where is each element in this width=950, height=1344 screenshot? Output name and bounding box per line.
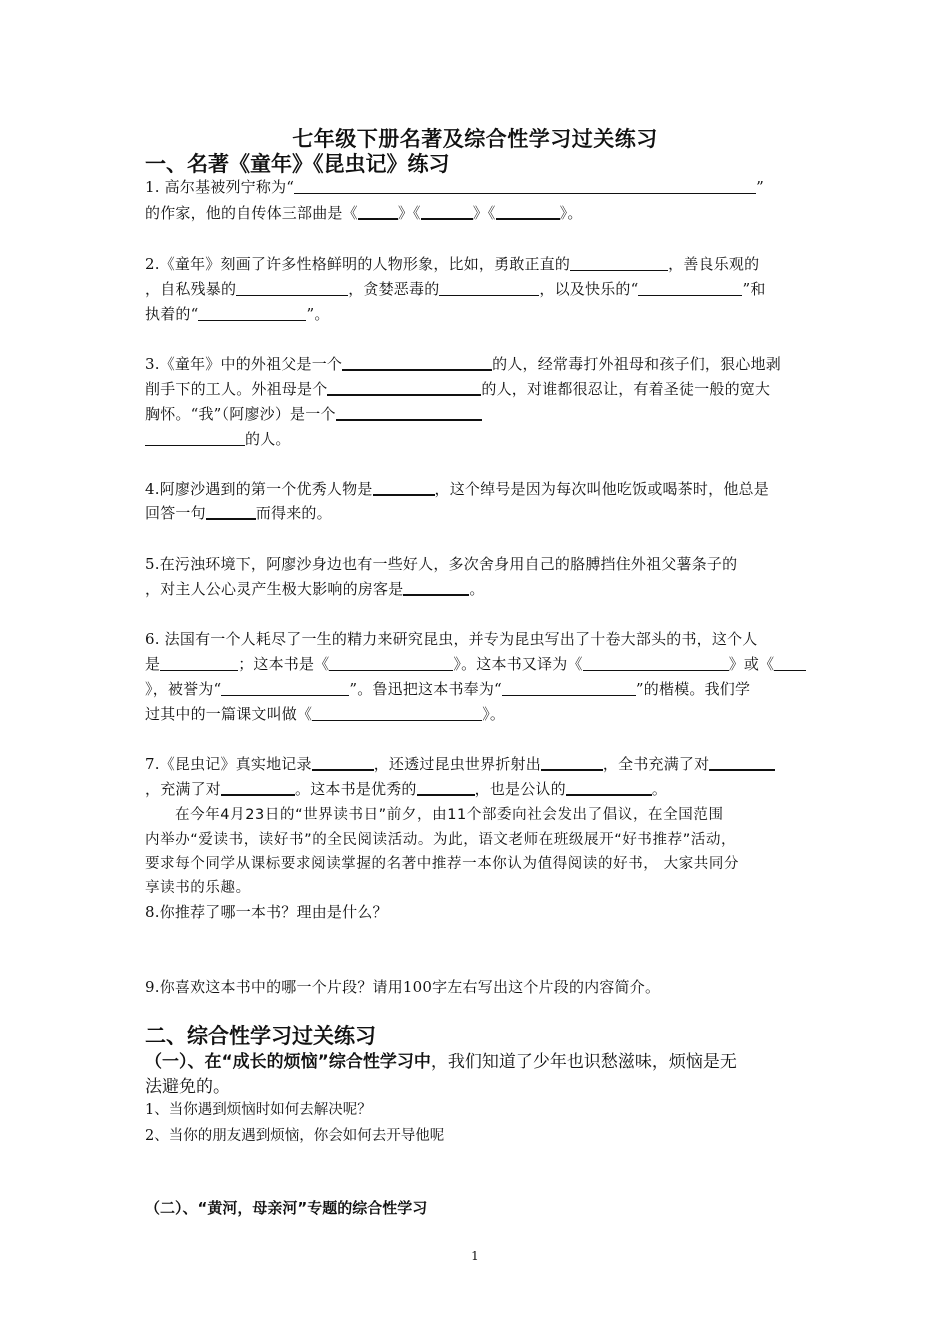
- q3-text-f: 的人。: [245, 430, 291, 448]
- section-heading-1: 一、名著《童年》《昆虫记》练习: [145, 152, 450, 176]
- q7-text-b: ，还透过昆虫世界折射出: [373, 755, 541, 773]
- page-number: 1: [471, 1249, 479, 1263]
- question-2-line-3: [145, 303, 330, 324]
- q3-text-c: 削手下的工人。外祖母是个: [145, 380, 328, 398]
- q3-text-e: 胸怀。“我”（阿廖沙）是一个: [145, 405, 336, 423]
- q6-blank-5[interactable]: [221, 681, 349, 696]
- passage-line-1: 在今年4月23日的“世界读书日”前夕，由11个部委向社会发出了倡议，在全国范围: [175, 807, 724, 823]
- question-5-line-2: [145, 578, 485, 599]
- q6-text-c: 》。这本书又译为《: [453, 655, 583, 673]
- q1-blank-2[interactable]: [358, 204, 398, 220]
- passage-line-2: 内举办“爱读书，读好书”的全民阅读活动。为此，语文老师在班级展开“好书推荐”活动，: [145, 832, 737, 848]
- question-7-line-1: [145, 753, 775, 774]
- q3-blank-1[interactable]: [342, 355, 492, 371]
- q7-text-a: 7.《昆虫记》真实地记录: [145, 755, 312, 773]
- q6-blank-1[interactable]: [160, 656, 238, 671]
- q6-blank-4[interactable]: [774, 656, 806, 671]
- part-2-heading: （二）、“黄河，母亲河”专题的综合性学习: [145, 1199, 428, 1217]
- question-4-line-1: [145, 478, 769, 499]
- part-1-item-2: 2、当你的朋友遇到烦恼，你会如何去开导他呢: [145, 1128, 445, 1144]
- question-7-line-2: [145, 778, 667, 799]
- q2-text-a: 2.《童年》刻画了许多性格鲜明的人物形象，比如，勇敢正直的: [145, 255, 571, 273]
- q4-blank-1[interactable]: [373, 480, 435, 496]
- q3-blank-3[interactable]: [336, 405, 482, 421]
- part-1-text: ，我们知道了少年也识愁滋味，烦恼是无: [430, 1052, 737, 1072]
- part-1-heading: [145, 1047, 737, 1072]
- q1-text-b: ”: [756, 178, 765, 196]
- q2-text-h: ”。: [306, 305, 330, 323]
- q2-text-c: ，自私残暴的: [145, 280, 237, 298]
- q6-text-e: 》，被誉为“: [145, 680, 222, 698]
- question-1-line-2: [145, 202, 583, 223]
- q7-text-d: ，充满了对: [145, 780, 222, 798]
- q2-text-g: 执着的“: [145, 305, 199, 323]
- q3-blank-4[interactable]: [145, 431, 245, 446]
- q6-blank-7[interactable]: [312, 706, 482, 721]
- q4-text-a: 4.阿廖沙遇到的第一个优秀人物是: [145, 480, 373, 498]
- question-1-line-1: [145, 176, 764, 197]
- q6-blank-2[interactable]: [329, 656, 453, 671]
- q7-blank-3[interactable]: [709, 755, 775, 771]
- q6-blank-6[interactable]: [502, 681, 636, 696]
- question-3-line-1: [145, 353, 781, 374]
- q7-text-g: 。: [651, 780, 668, 798]
- question-3-line-3: [145, 403, 482, 424]
- q3-text-a: 3.《童年》中的外祖父是一个: [145, 355, 343, 373]
- question-4-line-2: [145, 502, 332, 523]
- q4-text-b: ，这个绰号是因为每次叫他吃饭或喝茶时，他总是: [434, 480, 769, 498]
- q3-text-d: 的人，对谁都很忍让，有着圣徒一般的宽大: [481, 380, 771, 398]
- q7-blank-4[interactable]: [221, 780, 295, 796]
- q2-blank-5[interactable]: [198, 306, 306, 321]
- q6-text-i: 》。: [482, 705, 506, 723]
- q2-blank-3[interactable]: [439, 281, 539, 296]
- q1-text-c: 的作家，他的自传体三部曲是《: [145, 204, 358, 222]
- passage-line-4: 享读书的乐趣。: [145, 880, 251, 896]
- q2-text-b: ，善良乐观的: [668, 255, 760, 273]
- question-8: 8.你推荐了哪一本书？理由是什么？: [145, 903, 388, 921]
- q3-text-b: 的人，经常毒打外祖母和孩子们，狠心地剥: [492, 355, 781, 373]
- question-3-line-4: [145, 428, 291, 449]
- q5-text-a: ，对主人公心灵产生极大影响的房客是: [145, 580, 404, 598]
- question-9: 9.你喜欢这本书中的哪一个片段？请用100字左右写出这个片段的内容简介。: [145, 978, 661, 996]
- question-6-line-2: [145, 653, 806, 674]
- q1-text-d: 》《: [397, 204, 421, 222]
- question-5-line-1: 5.在污浊环境下，阿廖沙身边也有一些好人，多次舍身用自己的胳膊挡住外祖父薯条子的: [145, 555, 738, 573]
- q2-blank-2[interactable]: [236, 281, 348, 296]
- document-title: 七年级下册名著及综合性学习过关练习: [292, 127, 658, 151]
- question-3-line-2: [145, 378, 770, 399]
- q2-blank-4[interactable]: [638, 281, 742, 296]
- q6-text-d: 》或《: [728, 655, 775, 673]
- q6-blank-3[interactable]: [583, 656, 729, 671]
- q7-blank-5[interactable]: [417, 780, 475, 796]
- q6-text-g: ”的楷模。我们学: [635, 680, 751, 698]
- q7-text-f: ，也是公认的: [474, 780, 566, 798]
- q4-blank-2[interactable]: [206, 504, 256, 520]
- question-6-line-4: [145, 703, 505, 724]
- q4-text-c: 回答一句: [145, 504, 206, 522]
- q1-text-a: 1. 高尔基被列宁称为“: [145, 178, 295, 196]
- q5-text-b: 。: [469, 580, 485, 598]
- q6-text-a: 是: [145, 655, 161, 673]
- q1-text-e: 》《: [472, 204, 496, 222]
- q5-blank-1[interactable]: [403, 580, 469, 596]
- section-heading-2: 二、综合性学习过关练习: [145, 1024, 376, 1048]
- question-6-line-1: 6. 法国有一个人耗尽了一生的精力来研究昆虫，并专为昆虫写出了十卷大部头的书，这个人: [145, 630, 758, 648]
- q1-text-f: 》。: [559, 204, 583, 222]
- q6-text-b: ；这本书是《: [238, 655, 330, 673]
- q2-text-f: ”和: [742, 280, 766, 298]
- part-1-line-2: 法避免的。: [145, 1077, 230, 1097]
- q7-text-e: 。这本书是优秀的: [295, 780, 417, 798]
- q2-text-e: ，以及快乐的“: [539, 280, 639, 298]
- passage-line-3: 要求每个同学从课标要求阅读掌握的名著中推荐一本你认为值得阅读的好书， 大家共同分: [145, 856, 740, 872]
- q3-blank-2[interactable]: [327, 380, 481, 396]
- q1-blank-4[interactable]: [496, 204, 560, 220]
- part-1-item-1: 1、当你遇到烦恼时如何去解决呢？: [145, 1102, 372, 1118]
- q4-text-d: 而得来的。: [255, 504, 332, 522]
- q7-text-c: ，全书充满了对: [602, 755, 710, 773]
- q7-blank-1[interactable]: [312, 755, 374, 771]
- q2-text-d: ，贪婪恶毒的: [348, 280, 440, 298]
- q7-blank-6[interactable]: [566, 780, 652, 796]
- q1-blank-1[interactable]: [294, 179, 756, 194]
- question-2-line-1: [145, 253, 759, 274]
- question-2-line-2: [145, 278, 766, 299]
- part-1-title: （一）、在“成长的烦恼”综合性学习中: [145, 1052, 431, 1072]
- question-6-line-3: [145, 678, 750, 699]
- q6-text-h: 过其中的一篇课文叫做《: [145, 705, 313, 723]
- q7-blank-2[interactable]: [541, 755, 603, 771]
- q6-text-f: ”。鲁迅把这本书奉为“: [349, 680, 502, 698]
- q1-blank-3[interactable]: [421, 204, 473, 220]
- q2-blank-1[interactable]: [570, 256, 668, 271]
